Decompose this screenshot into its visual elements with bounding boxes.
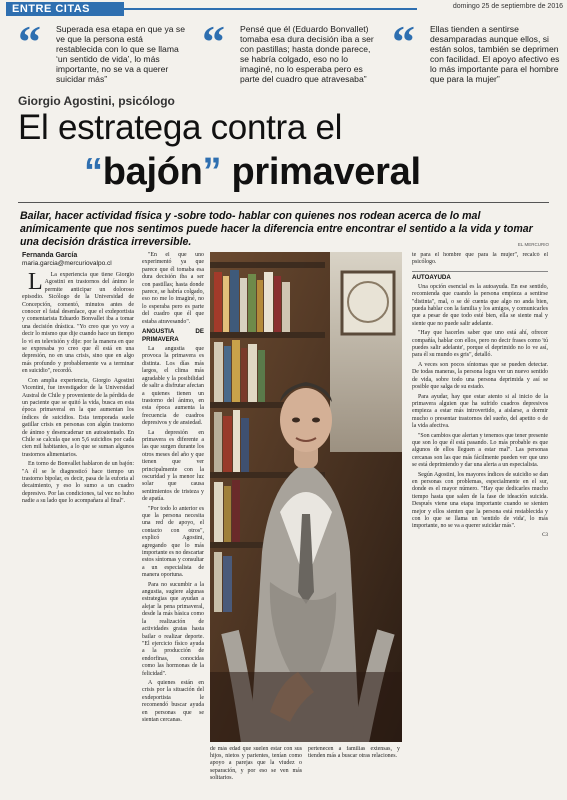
headline-line-2 bbox=[84, 150, 421, 194]
article-deck: Bailar, hacer actividad física y -sobre todo- hablar con quienes nos rodean acerca de lo mal anímicamente que nos sentimos puede hacer la diferencia entre encontrar el sentido a la vida y tomar una decisión drástica irreversible. bbox=[20, 210, 533, 248]
body-paragraph: En torno de Bonvallet hablaron de un bajón: "A él se le diagnosticó hace tiempo un trastorno bipolar, es decir, pasa de la euforia al decaimiento, y eso lo sumo a un cuadro depresivo. Por las condiciones, tal vez no hubo nadie a su lado que lo acompañara al final". bbox=[22, 461, 134, 505]
body-paragraph: A quienes están en crisis por la situación del exdeportista le recomendó buscar ayuda en personas que se sientan cercanas. bbox=[142, 679, 204, 723]
author-email: maria.garcia@mercuriovalpo.cl bbox=[22, 260, 112, 267]
body-column-right bbox=[412, 252, 548, 792]
section-rule bbox=[124, 8, 417, 10]
subhead-autoayuda: AUTOAYUDA bbox=[412, 271, 548, 282]
body-paragraph: La angustia que provoca la primavera es distinta. Los días más largos, el clima más agradable y la posibilidad de salir a disfrutar afectan a quienes tienen un trastorno del ánimo, en esta época aumenta la frecuencia de cuadros depresivos y de ansiedad. bbox=[142, 346, 204, 427]
below-photo-column-right: pertenecen a familias extensas, y tienden más a buscar otras relaciones. bbox=[308, 746, 400, 760]
article-kicker: Giorgio Agostini, psicólogo bbox=[18, 94, 175, 108]
body-paragraph: Una opción esencial es la autoayuda. En ese sentido, recomienda que cuando la persona empieza a sentirse "distinta", mal, o se dé cuenta que algo no anda bien, pueda hablar con la familia y los amigos, y comunicarles que a pesar de que todo esté bien, ella se siente mal y siente que no puede salir adelante. bbox=[412, 283, 548, 327]
body-paragraph: "Hay que hacerles saber que uno está ahí, ofrecer compañía, hablar con ellos, pero no decir frases como 'tú puedes salir adelante', porque el deprimido no lo ve así, para él su mundo es gris", detalló. bbox=[412, 330, 548, 359]
quote-mark-icon: “ bbox=[392, 16, 415, 67]
headline-rest: primaveral bbox=[221, 151, 421, 193]
below-photo-column-left: de más edad que suelen estar con sus hijos, nietos y parientes, tenían como apoyo a parejas que la viudez o separación, y por eso se ven más solitarios. bbox=[210, 746, 302, 781]
body-column-1 bbox=[22, 272, 134, 792]
pull-quote-2 bbox=[202, 16, 380, 86]
pull-quote-1 bbox=[18, 16, 190, 86]
pull-quote-text: Pensé que él (Eduardo Bonvallet) tomaba esa dura decisión iba a ser con pastillas; hasta donde parece, se habría colgado, eso no lo imaginé, no lo esperaba pero es parte del cuadro que atravesaba” bbox=[240, 24, 374, 84]
body-paragraph: Con amplia experiencia, Giorgio Agostini Vicentini, fue investigador de la Universidad Austral de Chile y proveniente de la pérdida de un paciente que se quitó la vida, busca en esta época primaveral en la que aumentan los índices de suicidios. Esta temporada suele gatillar crisis en personas con algún trastorno de ánimo y desencadenar un autoatentado. En Chile se calcula que son 5,6 suicidios por cada cien mil habitantes, a lo que se suman algunos trastornos alimentarios. bbox=[22, 377, 134, 458]
headline-bold-word: bajón bbox=[102, 151, 203, 193]
quote-mark-icon: “ bbox=[18, 16, 41, 67]
body-paragraph: Para no sucumbir a la angustia, sugiere algunas estrategias que ayudan a alejar la pena primaveral, desde la más básica como la realización de actividades gratas hasta bailar o realizar deporte. "El ejercicio físico ayuda a la producción de endorfinas, conocidas como las hormonas de la felicidad". bbox=[142, 581, 204, 677]
headline-line-1: El estratega contra el bbox=[18, 108, 343, 147]
body-paragraph: Para ayudar, hay que estar atento si al inicio de la primavera alguien que ha sufrido cuadros depresivos empieza a estar más introvertido, a aislarse, a dormir mucho o presentar trastornos del sueño, del apetito o de la vida afectiva. bbox=[412, 393, 548, 430]
author-name: Fernanda García bbox=[22, 252, 78, 259]
dateline: domingo 25 de septiembre de 2016 bbox=[452, 3, 563, 10]
pull-quote-3 bbox=[392, 16, 564, 86]
body-paragraph: Según Agostini, los mayores índices de suicidio se dan en personas con problemas, especialmente en el sur, donde es el mayor número. "Hay que dedicarles mucho tiempo hasta que salen de la fase de ideación suicida. Después viene una etapa importante cuando se sienten mejor y ellos sienten que la persona está restablecida y con lo que se llama un 'sentido de vida', lo más importante, no se va a querer suicidar más". bbox=[412, 471, 548, 530]
pull-quote-text: Superada esa etapa en que ya se ve que la persona está restablecida con lo que se llama ‘un sentido de vida’, lo más importante, no se va a querer suicidar más” bbox=[56, 24, 186, 84]
open-quote: “ bbox=[84, 151, 103, 193]
portrait-photo bbox=[210, 252, 402, 742]
below-photo-text bbox=[210, 746, 402, 794]
page-number: C3 bbox=[542, 532, 548, 538]
pull-quote-text: Ellas tienden a sentirse desamparadas aunque ellos, si están solos, también se deprimen con facilidad. El apoyo afectivo es lo más importante para el hombre que para la mujer” bbox=[430, 24, 560, 84]
author-byline bbox=[22, 252, 112, 268]
close-quote: ” bbox=[202, 151, 222, 193]
photo-illustration bbox=[210, 252, 402, 742]
body-column-2 bbox=[142, 252, 204, 792]
body-paragraph: "En el que uno experimentó ya que parece que él tomaba esa dura decisión iba a ser con pastillas; hasta donde parece, se habría colgado, eso no me lo imaginé, no lo esperaba pero es parte del cuadro que él que estaba atravesando". bbox=[142, 252, 204, 325]
section-header bbox=[0, 0, 567, 16]
body-paragraph: te para el hombre que para la mujer", recalcó el psicólogo. bbox=[412, 252, 548, 266]
drop-cap: L bbox=[28, 272, 43, 295]
pull-quotes bbox=[0, 18, 567, 90]
body-paragraph: "Por todo lo anterior es que la persona necesita una red de apoyo, el contacto con otros", explicó Agostini, agregando que lo más importante es no descartar estos síntomas y consultar a un especialista de manera oportuna. bbox=[142, 505, 204, 579]
subhead-angustia: ANGUSTIA DE PRIMAVERA bbox=[142, 328, 204, 344]
headline-rule bbox=[18, 202, 549, 203]
body-paragraph: "Son cambios que alertan y tenemos que tener presente que son lo que él está pasando. Lo más probable es que algunos de ellos lleguen a estar mal". Las personas cercanas son las que más fácilmente pueden ver que uno se está deprimiendo y dar una alerta a un especialista. bbox=[412, 432, 548, 469]
photo-credit: EL MERCURIO bbox=[517, 242, 549, 247]
quote-mark-icon: “ bbox=[202, 16, 225, 67]
section-tag: ENTRE CITAS bbox=[6, 2, 124, 16]
body-paragraph: A veces son pocos síntomas que se pueden detectar. De todas maneras, la persona logra ver un nuevo sentido de vida, sobre todo una persona deprimida y así se posible que salga de su estado. bbox=[412, 361, 548, 391]
body-paragraph: L La experiencia que tiene Giorgio Agostini en trastornos del ánimo le permite anticipar un doloroso episodio. Sicólogo de la Universidad de Concepción, comentó, minutos antes de conocer el fatal desenlace, que el exdeportista y comentarista Eduardo Bonvallet iba a tomar una decisión drástica. "Yo creo que yo voy a decir lo mismo que dije cuando hace un tiempo lo vi en televisión y dije: por la manera en que se expresaba yo creo que él está en una depresión, no en una crisis, sino que en algo más profundo y probablemente va a terminar en suicidio", recordó. bbox=[22, 272, 134, 375]
body-paragraph: La depresión en primavera es diferente a las que surgen durante los otros meses del año y que tienen que ver principalmente con la oscuridad y la menor luz solar que causa sentimientos de tristeza y de apatía. bbox=[142, 429, 204, 503]
